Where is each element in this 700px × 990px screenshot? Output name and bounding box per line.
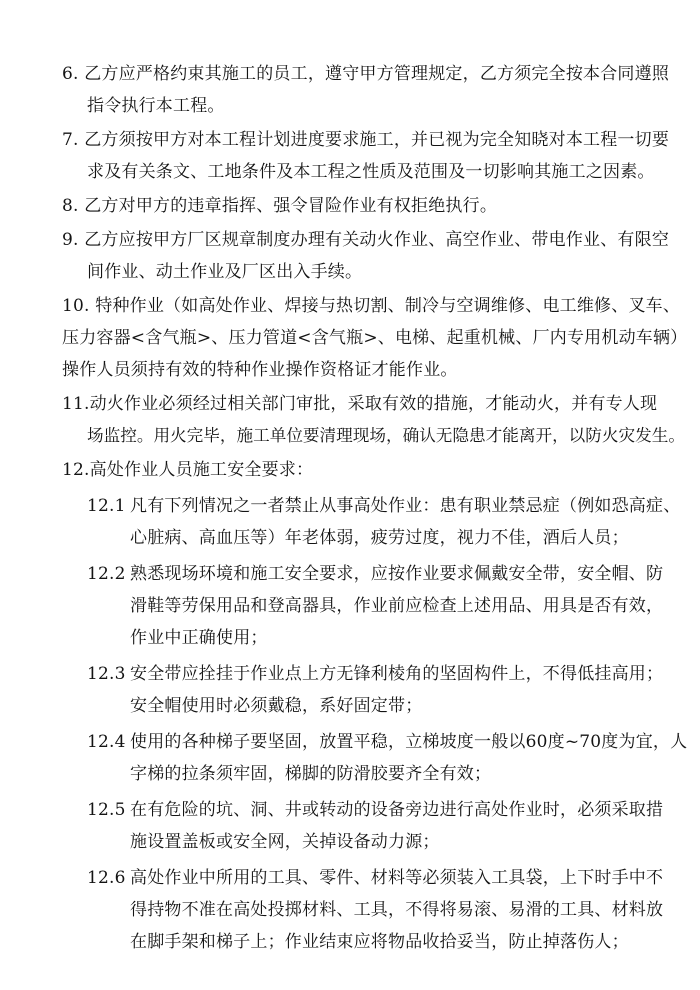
- subitem-12-2-line-1: 熟悉现场环境和施工安全要求，应按作业要求佩戴安全带，安全帽、防: [130, 564, 664, 584]
- item-10-line-2: 压力容器<含气瓶>、压力管道<含气瓶>、电梯、起重机械、厂内专用机动车辆）: [62, 328, 688, 348]
- subitem-12-6-line-3: 在脚手架和梯子上；作业结束应将物品收拾妥当，防止掉落伤人；: [130, 932, 629, 952]
- subitem-12-3-line-1: 安全带应拴挂于作业点上方无锋利棱角的坚固构件上，不得低挂高用；: [130, 664, 664, 684]
- subitem-12-6-line-1: 高处作业中所用的工具、零件、材料等必须装入工具袋，上下时手中不: [130, 868, 664, 888]
- subitem-12-6-line-2: 得持物不准在高处投掷材料、工具，不得将易滚、易滑的工具、材料放: [130, 900, 664, 920]
- subitem-12-2-line-3: 作业中正确使用；: [130, 628, 268, 648]
- item-6-line-1: 6. 乙方应严格约束其施工的员工，遵守甲方管理规定，乙方须完全按本合同遵照: [62, 64, 670, 84]
- item-9-line-2: 间作业、动土作业及厂区出入手续。: [87, 262, 363, 282]
- subitem-12-3-line-2: 安全帽使用时必须戴稳，系好固定带；: [130, 696, 423, 716]
- subitem-12-6-number: 12.6: [87, 868, 126, 888]
- item-10-line-1: 10. 特种作业（如高处作业、焊接与热切割、制冷与空调维修、电工维修、叉车、: [62, 296, 681, 316]
- item-7-line-2: 求及有关条文、工地条件及本工程之性质及范围及一切影响其施工之因素。: [87, 162, 655, 182]
- subitem-12-1-line-1: 凡有下列情况之一者禁止从事高处作业：患有职业禁忌症（例如恐高症、: [130, 496, 681, 516]
- item-11-line-1: 11.动火作业必须经过相关部门审批，采取有效的措施，才能动火，并有专人现: [62, 394, 658, 414]
- item-11-line-2: 场监控。用火完毕，施工单位要清理现场，确认无隐患才能离开，以防火灾发生。: [87, 426, 685, 445]
- subitem-12-4-number: 12.4: [87, 732, 126, 752]
- subitem-12-1-line-2: 心脏病、高血压等）年老体弱，疲劳过度，视力不佳，酒后人员；: [130, 528, 629, 548]
- subitem-12-4-line-2: 字梯的拉条须牢固，梯脚的防滑胶要齐全有效；: [130, 764, 492, 784]
- subitem-12-3-number: 12.3: [87, 664, 126, 684]
- item-8-line-1: 8. 乙方对甲方的违章指挥、强令冒险作业有权拒绝执行。: [62, 196, 498, 216]
- subitem-12-5-line-2: 施设置盖板或安全网，关掉设备动力源；: [130, 832, 440, 852]
- item-6-line-2: 指令执行本工程。: [87, 96, 225, 116]
- subitem-12-5-number: 12.5: [87, 800, 126, 820]
- item-10-line-3: 操作人员须持有效的特种作业操作资格证才能作业。: [62, 360, 458, 380]
- subitem-12-2-number: 12.2: [87, 564, 126, 584]
- item-12-heading: 12.高处作业人员施工安全要求：: [62, 460, 314, 480]
- subitem-12-1-number: 12.1: [87, 496, 126, 516]
- item-7-line-1: 7. 乙方须按甲方对本工程计划进度要求施工，并已视为完全知晓对本工程一切要: [62, 130, 670, 150]
- subitem-12-4-line-1: 使用的各种梯子要坚固，放置平稳，立梯坡度一般以60度~70度为宜，人: [130, 732, 688, 752]
- subitem-12-2-line-2: 滑鞋等劳保用品和登高器具，作业前应检查上述用品、用具是否有效，: [130, 596, 664, 616]
- subitem-12-5-line-1: 在有危险的坑、洞、井或转动的设备旁边进行高处作业时，必须采取措: [130, 800, 664, 820]
- item-9-line-1: 9. 乙方应按甲方厂区规章制度办理有关动火作业、高空作业、带电作业、有限空: [62, 230, 670, 250]
